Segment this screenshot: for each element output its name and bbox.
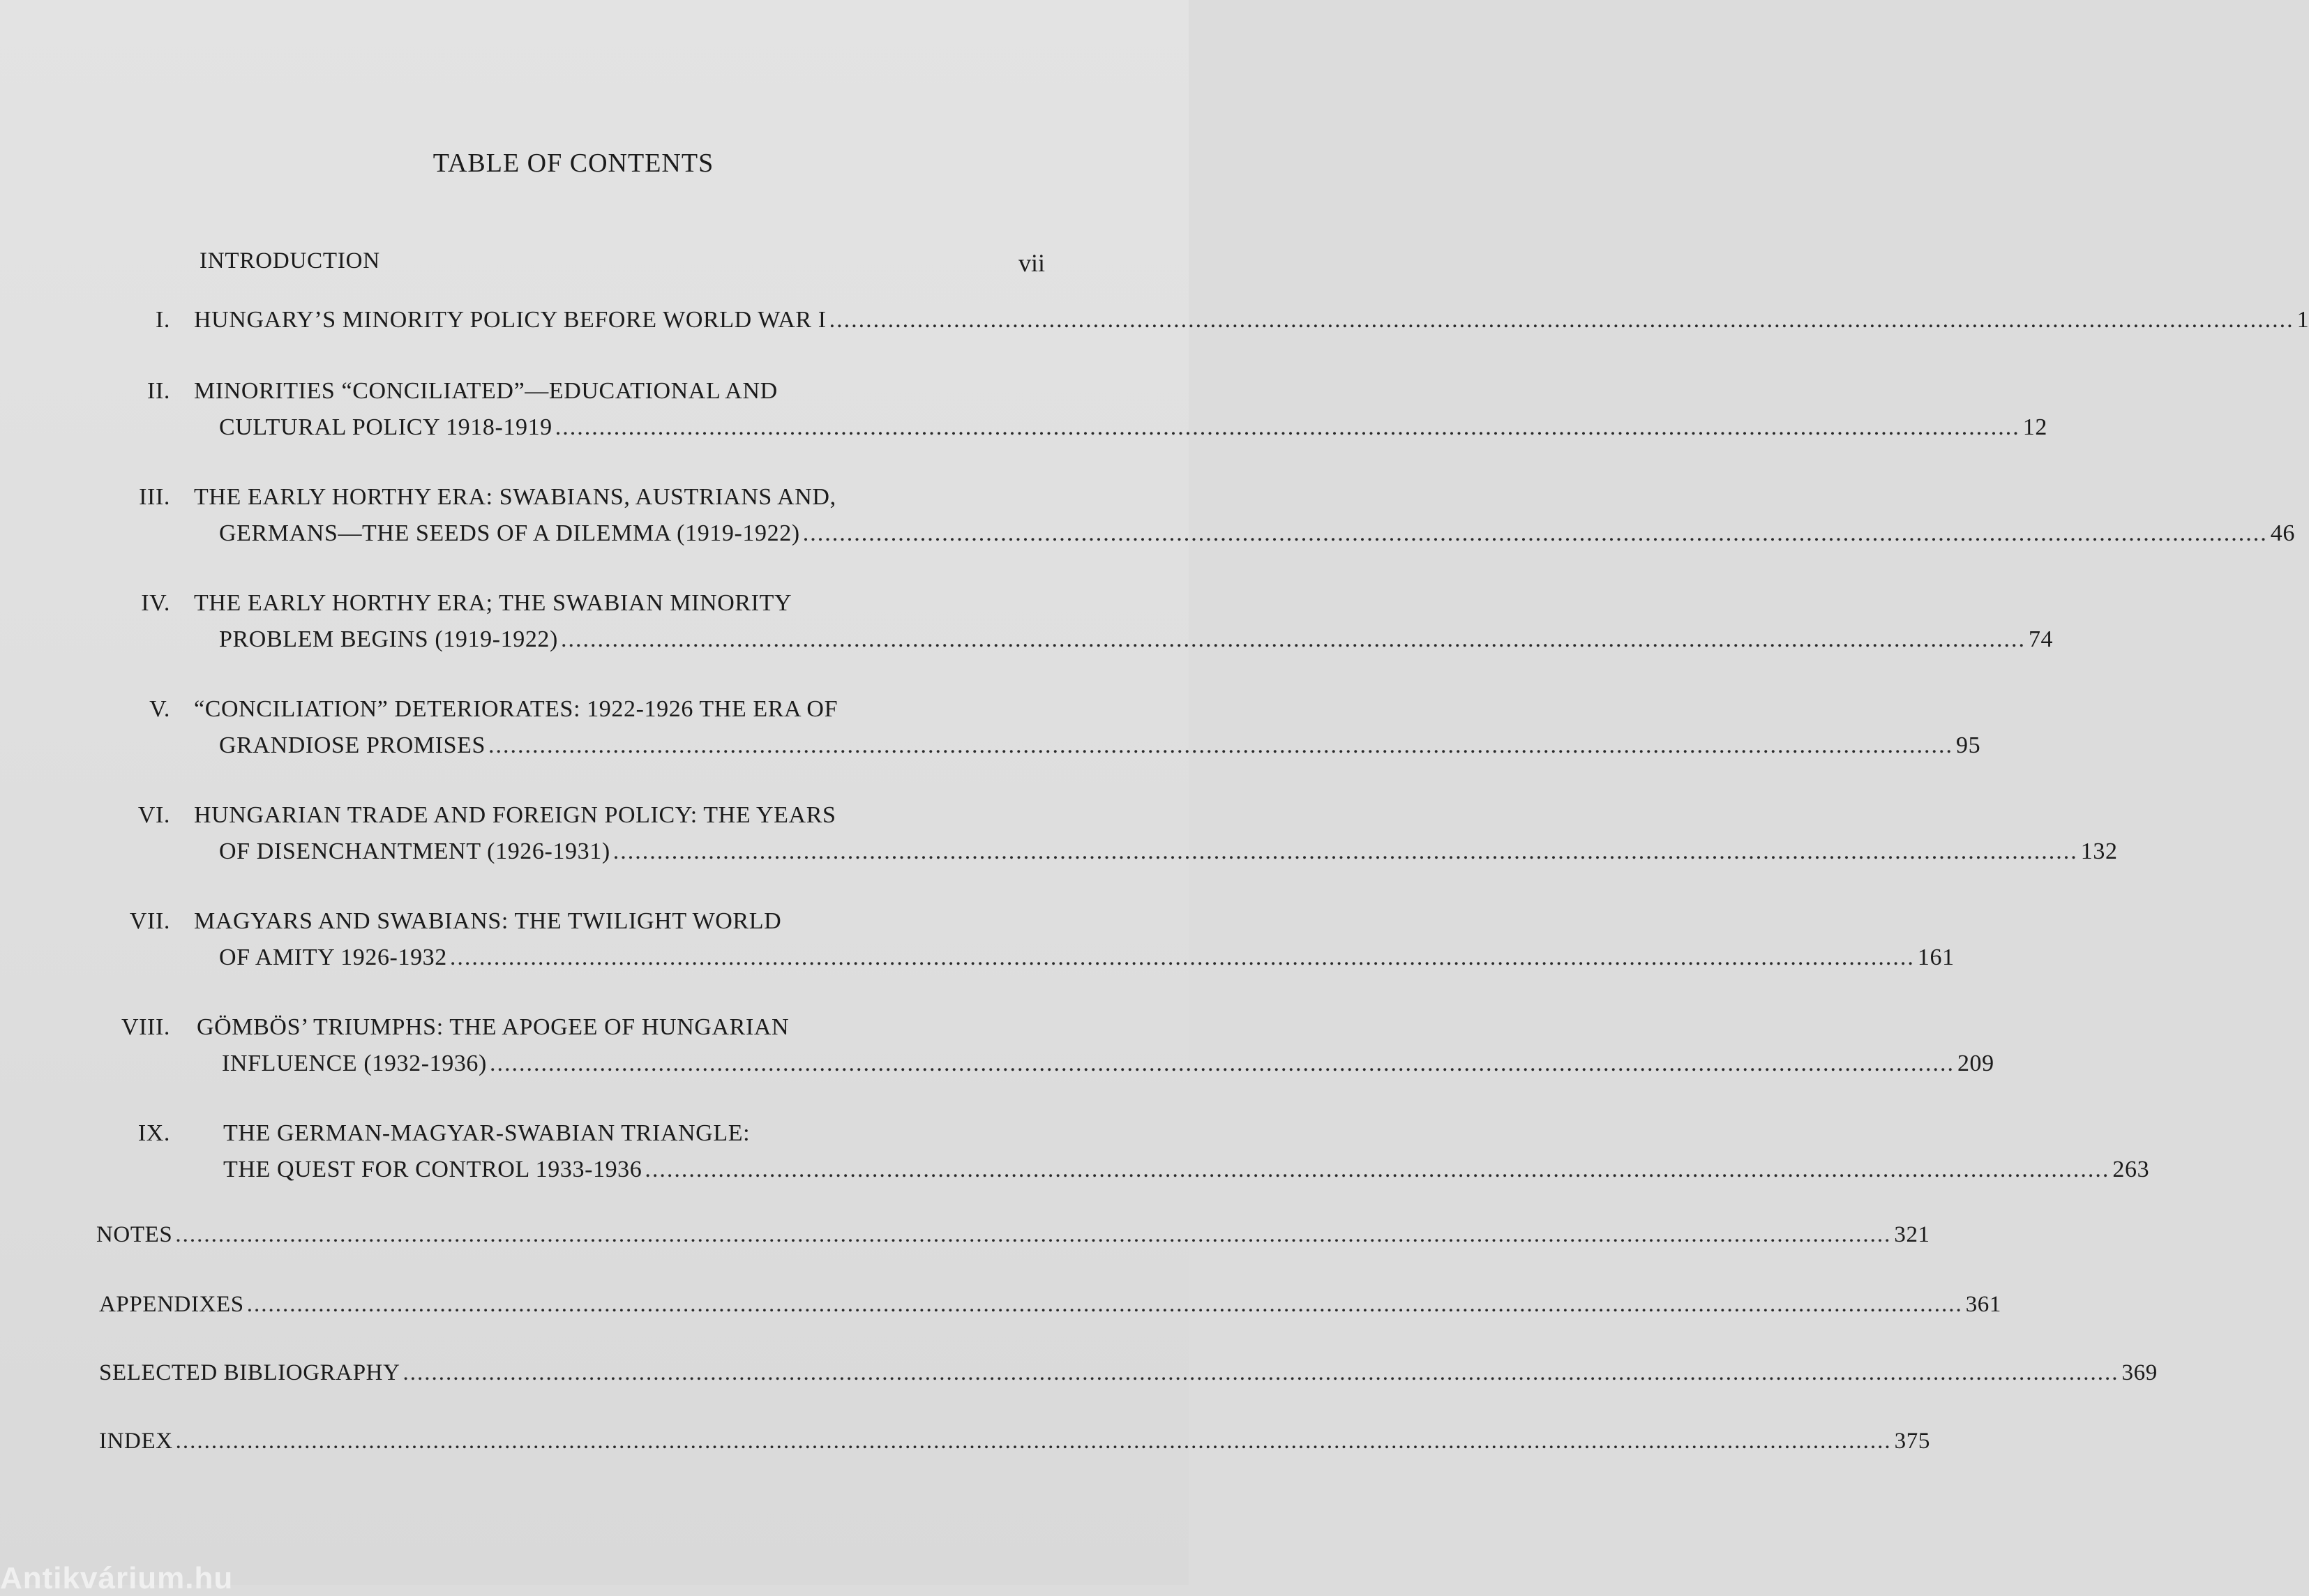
dot-leader: ........................................................................................................................................................................................................ xyxy=(489,1051,1955,1076)
chapter-title-line1: THE GERMAN-MAGYAR-SWABIAN TRIANGLE: xyxy=(223,1120,751,1146)
chapter-title-line2: OF DISENCHANTMENT (1926-1931) xyxy=(219,838,610,864)
dot-leader: ........................................................................................................................................................................................................ xyxy=(612,838,2078,864)
back-matter-label: NOTES xyxy=(96,1222,173,1247)
chapter-number: III. xyxy=(139,484,170,510)
chapter-number: V. xyxy=(149,696,170,722)
dot-leader: ................................................................................................................................................................................................................................................ xyxy=(175,1429,1892,1454)
page-title: TABLE OF CONTENTS xyxy=(433,149,714,178)
chapter-title-line2: PROBLEM BEGINS (1919-1922) xyxy=(219,626,558,652)
chapter-page-number: 1 xyxy=(2296,307,2309,333)
chapter-leader-line xyxy=(219,944,1955,971)
chapter-page-number: 95 xyxy=(1956,732,1981,758)
chapter-title-line2: GRANDIOSE PROMISES xyxy=(219,732,486,758)
watermark: Antikvárium.hu xyxy=(0,1561,234,1595)
chapter-title-line2: OF AMITY 1926-1932 xyxy=(219,944,447,970)
chapter-number: VII. xyxy=(129,908,170,934)
chapter-number: VIII. xyxy=(121,1014,170,1040)
chapter-title-line2: CULTURAL POLICY 1918-1919 xyxy=(219,414,552,440)
back-matter-label: INDEX xyxy=(99,1429,173,1454)
dot-leader: ........................................................................................................................................................................................................ xyxy=(449,944,1915,970)
dot-leader: ........................................................................................................................................................................................................ xyxy=(488,732,1954,758)
back-matter-entry xyxy=(96,1222,1930,1248)
dot-leader: ................................................................................................................................................................................................................................................ xyxy=(403,1360,2119,1385)
intro-page: vii xyxy=(1018,249,1046,277)
chapter-page-number: 46 xyxy=(2270,520,2295,546)
chapter-leader-line xyxy=(219,732,1981,759)
chapter-title-line1: THE EARLY HORTHY ERA; THE SWABIAN MINORITY xyxy=(194,590,792,616)
dot-leader: ........................................................................................................................................................................................................ xyxy=(645,1157,2110,1182)
chapter-title-line1: HUNGARIAN TRADE AND FOREIGN POLICY: THE YEARS xyxy=(194,802,836,828)
intro-label: INTRODUCTION xyxy=(200,248,380,273)
chapter-leader-line xyxy=(219,414,2047,441)
chapter-leader-line xyxy=(219,520,2295,547)
dot-leader: ................................................................................................................................................................................................................................................ xyxy=(246,1292,1963,1317)
chapter-leader-line xyxy=(222,1051,1994,1077)
chapter-number: VI. xyxy=(137,802,170,828)
chapter-number: IV. xyxy=(141,590,170,616)
dot-leader: ........................................................................................................................................................................................................ xyxy=(560,626,2026,652)
chapter-page-number: 132 xyxy=(2080,838,2118,864)
chapter-leader-line xyxy=(223,1157,2150,1183)
chapter-page-number: 209 xyxy=(1957,1051,1994,1076)
chapter-title-line1: MINORITIES “CONCILIATED”—EDUCATIONAL AND xyxy=(194,378,778,404)
chapter-title-line2: INFLUENCE (1932-1936) xyxy=(222,1051,487,1076)
back-matter-page-number: 321 xyxy=(1894,1222,1930,1247)
dot-leader: ................................................................................................................................................................................................................................................ xyxy=(175,1222,1892,1247)
chapter-title-line2: GERMANS—THE SEEDS OF A DILEMMA (1919-1922) xyxy=(219,520,800,546)
back-matter-page-number: 361 xyxy=(1965,1292,2002,1317)
chapter-page-number: 263 xyxy=(2112,1157,2150,1182)
chapter-title-line1: MAGYARS AND SWABIANS: THE TWILIGHT WORLD xyxy=(194,908,782,934)
back-matter-page-number: 375 xyxy=(1894,1429,1930,1454)
chapter-number: II. xyxy=(147,378,170,404)
chapter-title-line2: THE QUEST FOR CONTROL 1933-1936 xyxy=(223,1157,642,1182)
chapter-title-line1: GÖMBÖS’ TRIUMPHS: THE APOGEE OF HUNGARIAN xyxy=(197,1014,790,1040)
back-matter-label: SELECTED BIBLIOGRAPHY xyxy=(99,1360,400,1385)
chapter-title-line1: THE EARLY HORTHY ERA: SWABIANS, AUSTRIANS AND, xyxy=(194,484,836,510)
back-matter-entry xyxy=(99,1292,2002,1318)
chapter-leader-line xyxy=(219,838,2118,865)
chapter-title-line1: HUNGARY’S MINORITY POLICY BEFORE WORLD WAR I xyxy=(194,307,827,333)
dot-leader: ........................................................................................................................................................................................................ xyxy=(802,520,2268,546)
dot-leader: ........................................................................................................................................................................................................ xyxy=(555,414,2020,440)
chapter-page-number: 161 xyxy=(1917,944,1955,970)
chapter-title-line1: “CONCILIATION” DETERIORATES: 1922-1926 THE ERA OF xyxy=(194,696,838,722)
chapter-number: IX. xyxy=(137,1120,170,1146)
chapter-number: I. xyxy=(155,307,170,333)
back-matter-entry xyxy=(99,1360,2158,1386)
chapter-leader-line xyxy=(219,626,2054,653)
back-matter-entry xyxy=(99,1429,1930,1454)
back-matter-label: APPENDIXES xyxy=(99,1292,244,1317)
chapter-page-number: 12 xyxy=(2022,414,2047,440)
back-matter-page-number: 369 xyxy=(2121,1360,2158,1385)
chapter-page-number: 74 xyxy=(2028,626,2054,652)
dot-leader: ........................................................................................................................................................................................................ xyxy=(829,307,2294,333)
chapter-leader-line xyxy=(194,307,2309,333)
